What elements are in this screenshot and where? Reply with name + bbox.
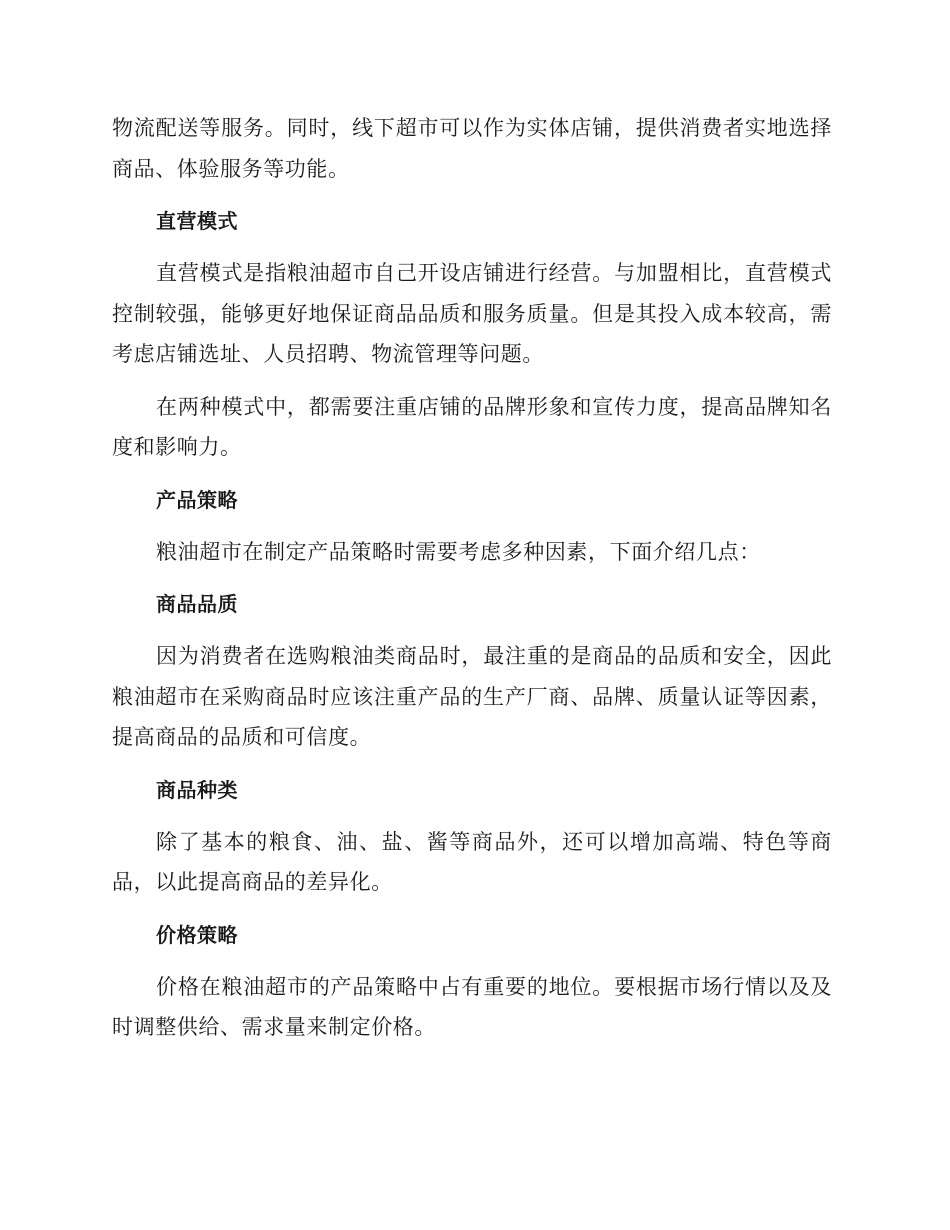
- heading-price-strategy: 价格策略: [156, 922, 238, 947]
- paragraph-both-modes: 在两种模式中，都需要注重店铺的品牌形象和宣传力度，提高品牌知名度和影响力。: [112, 394, 832, 459]
- paragraph-product-quality: 因为消费者在选购粮油类商品时，最注重的是商品的品质和安全，因此粮油超市在采购商品时应该注重产品的生产厂商、品牌、质量认证等因素，提高商品的品质和可信度。: [112, 644, 832, 749]
- paragraph-product-strategy-intro: 粮油超市在制定产品策略时需要考虑多种因素，下面介绍几点：: [156, 539, 761, 564]
- paragraph-product-variety: 除了基本的粮食、油、盐、酱等商品外，还可以增加高端、特色等商品，以此提高商品的差异化。: [112, 829, 832, 894]
- heading-product-strategy: 产品策略: [156, 487, 238, 512]
- paragraph-price-strategy: 价格在粮油超市的产品策略中占有重要的地位。要根据市场行情以及及时调整供给、需求量来制定价格。: [112, 974, 832, 1039]
- document-page: [112, 108, 832, 1048]
- heading-product-variety: 商品种类: [156, 777, 238, 802]
- paragraph-direct-operation: 直营模式是指粮油超市自己开设店铺进行经营。与加盟相比，直营模式控制较强，能够更好地保证商品品质和服务质量。但是其投入成本较高，需考虑店铺选址、人员招聘、物流管理等问题。: [112, 261, 832, 366]
- paragraph-logistics-continuation: 物流配送等服务。同时，线下超市可以作为实体店铺，提供消费者实地选择商品、体验服务等功能。: [112, 116, 832, 181]
- heading-product-quality: 商品品质: [156, 592, 238, 616]
- heading-direct-operation: 直营模式: [156, 209, 238, 233]
